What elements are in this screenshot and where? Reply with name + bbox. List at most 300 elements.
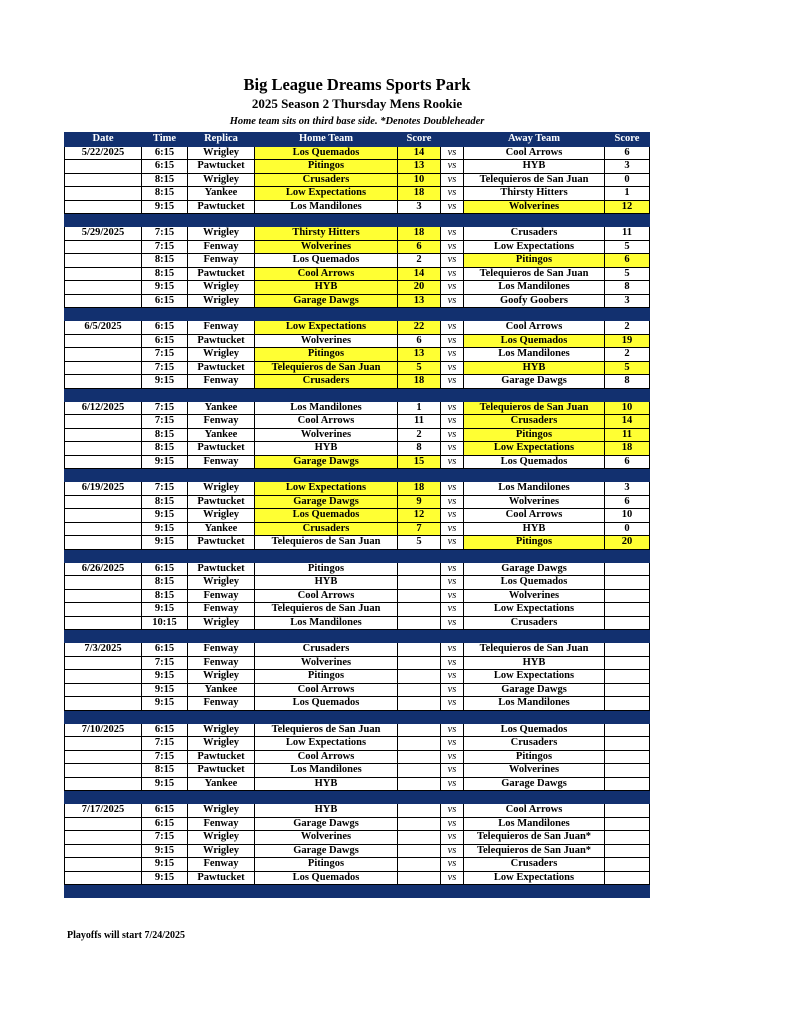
table-row xyxy=(65,817,650,831)
cell-replica: Pawtucket xyxy=(188,442,255,456)
cell-time: 9:15 xyxy=(142,844,188,858)
cell-vs: vs xyxy=(441,227,464,241)
cell-time: 8:15 xyxy=(142,576,188,590)
cell-date xyxy=(65,576,142,590)
cell-home-team: HYB xyxy=(255,576,398,590)
cell-away-score: 6 xyxy=(605,455,650,469)
cell-vs: vs xyxy=(441,683,464,697)
table-row xyxy=(65,187,650,201)
cell-replica: Wrigley xyxy=(188,723,255,737)
cell-vs: vs xyxy=(441,348,464,362)
cell-date: 6/26/2025 xyxy=(65,562,142,576)
cell-away-team: Low Expectations xyxy=(464,670,605,684)
cell-away-score: 5 xyxy=(605,240,650,254)
cell-away-team: Los Mandilones xyxy=(464,348,605,362)
cell-home-team: Thirsty Hitters xyxy=(255,227,398,241)
cell-away-score xyxy=(605,616,650,630)
cell-vs: vs xyxy=(441,375,464,389)
cell-away-team: Crusaders xyxy=(464,415,605,429)
cell-home-team: Los Mandilones xyxy=(255,401,398,415)
cell-home-score xyxy=(398,777,441,791)
cell-home-score xyxy=(398,697,441,711)
cell-away-score xyxy=(605,576,650,590)
cell-home-score: 18 xyxy=(398,482,441,496)
col-header-home-score: Score xyxy=(398,133,441,147)
cell-time: 9:15 xyxy=(142,858,188,872)
cell-vs: vs xyxy=(441,804,464,818)
cell-replica: Wrigley xyxy=(188,804,255,818)
cell-vs: vs xyxy=(441,576,464,590)
col-header-date: Date xyxy=(65,133,142,147)
table-row xyxy=(65,321,650,335)
col-header-away-team: Away Team xyxy=(464,133,605,147)
cell-away-team: Los Quemados xyxy=(464,334,605,348)
table-row xyxy=(65,576,650,590)
cell-vs: vs xyxy=(441,522,464,536)
week-separator xyxy=(65,214,650,227)
cell-home-team: Los Mandilones xyxy=(255,616,398,630)
cell-away-team: Thirsty Hitters xyxy=(464,187,605,201)
cell-vs: vs xyxy=(441,442,464,456)
cell-home-team: Crusaders xyxy=(255,173,398,187)
cell-home-team: HYB xyxy=(255,281,398,295)
cell-away-team: Low Expectations xyxy=(464,442,605,456)
cell-home-team: Los Quemados xyxy=(255,697,398,711)
cell-time: 10:15 xyxy=(142,616,188,630)
cell-replica: Fenway xyxy=(188,643,255,657)
cell-away-score xyxy=(605,858,650,872)
cell-away-score: 18 xyxy=(605,442,650,456)
week-separator xyxy=(65,549,650,562)
cell-away-score: 0 xyxy=(605,173,650,187)
cell-away-score: 1 xyxy=(605,187,650,201)
table-header-row xyxy=(65,133,650,147)
cell-away-team: HYB xyxy=(464,361,605,375)
cell-home-team: Wolverines xyxy=(255,428,398,442)
cell-home-score: 13 xyxy=(398,294,441,308)
table-row xyxy=(65,348,650,362)
cell-home-score: 12 xyxy=(398,509,441,523)
cell-date xyxy=(65,294,142,308)
cell-home-score xyxy=(398,656,441,670)
cell-time: 9:15 xyxy=(142,522,188,536)
col-header-away-score: Score xyxy=(605,133,650,147)
cell-time: 7:15 xyxy=(142,831,188,845)
cell-vs: vs xyxy=(441,281,464,295)
cell-away-score xyxy=(605,871,650,885)
cell-home-score: 18 xyxy=(398,375,441,389)
table-row xyxy=(65,428,650,442)
table-row xyxy=(65,442,650,456)
cell-away-score xyxy=(605,817,650,831)
cell-away-score xyxy=(605,777,650,791)
table-row xyxy=(65,267,650,281)
cell-time: 8:15 xyxy=(142,428,188,442)
cell-time: 9:15 xyxy=(142,536,188,550)
cell-replica: Wrigley xyxy=(188,482,255,496)
cell-replica: Wrigley xyxy=(188,670,255,684)
cell-date xyxy=(65,267,142,281)
cell-home-team: Pitingos xyxy=(255,562,398,576)
cell-away-score: 8 xyxy=(605,281,650,295)
cell-home-score xyxy=(398,817,441,831)
cell-away-score: 5 xyxy=(605,361,650,375)
cell-replica: Wrigley xyxy=(188,616,255,630)
table-row xyxy=(65,160,650,174)
cell-away-team: Wolverines xyxy=(464,764,605,778)
cell-home-team: Los Quemados xyxy=(255,254,398,268)
table-row xyxy=(65,804,650,818)
cell-vs: vs xyxy=(441,509,464,523)
cell-away-team: Pitingos xyxy=(464,536,605,550)
cell-replica: Wrigley xyxy=(188,737,255,751)
cell-home-team: Telequieros de San Juan xyxy=(255,723,398,737)
cell-home-team: Wolverines xyxy=(255,334,398,348)
cell-vs: vs xyxy=(441,844,464,858)
cell-away-score: 19 xyxy=(605,334,650,348)
cell-replica: Wrigley xyxy=(188,576,255,590)
cell-date xyxy=(65,817,142,831)
cell-away-team: Telequieros de San Juan* xyxy=(464,844,605,858)
cell-away-team: Cool Arrows xyxy=(464,146,605,160)
cell-home-score xyxy=(398,562,441,576)
cell-time: 7:15 xyxy=(142,656,188,670)
cell-vs: vs xyxy=(441,173,464,187)
cell-home-score: 22 xyxy=(398,321,441,335)
cell-replica: Yankee xyxy=(188,683,255,697)
cell-time: 6:15 xyxy=(142,294,188,308)
cell-date xyxy=(65,334,142,348)
cell-away-team: Garage Dawgs xyxy=(464,562,605,576)
cell-away-score: 6 xyxy=(605,146,650,160)
cell-replica: Fenway xyxy=(188,375,255,389)
cell-time: 9:15 xyxy=(142,509,188,523)
cell-date xyxy=(65,764,142,778)
cell-home-score: 1 xyxy=(398,401,441,415)
cell-date xyxy=(65,844,142,858)
cell-replica: Wrigley xyxy=(188,844,255,858)
cell-home-team: Los Mandilones xyxy=(255,200,398,214)
cell-home-team: Garage Dawgs xyxy=(255,844,398,858)
cell-time: 6:15 xyxy=(142,160,188,174)
page-subtitle: 2025 Season 2 Thursday Mens Rookie xyxy=(251,96,463,111)
cell-replica: Wrigley xyxy=(188,831,255,845)
table-row xyxy=(65,200,650,214)
col-header-time: Time xyxy=(142,133,188,147)
schedule-body xyxy=(65,146,650,898)
cell-time: 8:15 xyxy=(142,173,188,187)
table-row xyxy=(65,589,650,603)
cell-away-score xyxy=(605,683,650,697)
cell-away-team: Los Mandilones xyxy=(464,281,605,295)
cell-date xyxy=(65,670,142,684)
cell-away-team: Wolverines xyxy=(464,589,605,603)
cell-home-score xyxy=(398,576,441,590)
cell-away-team: Wolverines xyxy=(464,200,605,214)
cell-away-team: Crusaders xyxy=(464,227,605,241)
cell-away-score xyxy=(605,643,650,657)
cell-replica: Pawtucket xyxy=(188,200,255,214)
cell-away-team: Los Mandilones xyxy=(464,482,605,496)
cell-away-score: 10 xyxy=(605,509,650,523)
cell-date xyxy=(65,589,142,603)
cell-date xyxy=(65,656,142,670)
cell-replica: Wrigley xyxy=(188,173,255,187)
cell-date xyxy=(65,871,142,885)
cell-date xyxy=(65,495,142,509)
table-row xyxy=(65,831,650,845)
cell-time: 8:15 xyxy=(142,254,188,268)
cell-home-team: Cool Arrows xyxy=(255,589,398,603)
cell-away-score xyxy=(605,831,650,845)
cell-vs: vs xyxy=(441,723,464,737)
cell-vs: vs xyxy=(441,334,464,348)
table-row xyxy=(65,294,650,308)
separator-cell xyxy=(65,710,650,723)
col-header-replica: Replica xyxy=(188,133,255,147)
week-separator xyxy=(65,791,650,804)
cell-away-score: 8 xyxy=(605,375,650,389)
cell-home-team: Cool Arrows xyxy=(255,415,398,429)
table-row xyxy=(65,697,650,711)
cell-replica: Yankee xyxy=(188,187,255,201)
cell-replica: Fenway xyxy=(188,858,255,872)
cell-time: 6:15 xyxy=(142,321,188,335)
cell-home-team: Garage Dawgs xyxy=(255,455,398,469)
cell-away-score: 11 xyxy=(605,428,650,442)
cell-home-score: 13 xyxy=(398,348,441,362)
table-row xyxy=(65,723,650,737)
cell-vs: vs xyxy=(441,455,464,469)
cell-replica: Pawtucket xyxy=(188,536,255,550)
cell-home-team: Telequieros de San Juan xyxy=(255,361,398,375)
cell-away-team: Cool Arrows xyxy=(464,321,605,335)
cell-vs: vs xyxy=(441,737,464,751)
cell-home-team: Garage Dawgs xyxy=(255,495,398,509)
cell-time: 9:15 xyxy=(142,670,188,684)
page-title: Big League Dreams Sports Park xyxy=(243,75,471,94)
cell-away-team: Garage Dawgs xyxy=(464,375,605,389)
cell-time: 8:15 xyxy=(142,267,188,281)
cell-date xyxy=(65,200,142,214)
cell-date xyxy=(65,603,142,617)
cell-vs: vs xyxy=(441,428,464,442)
cell-date xyxy=(65,697,142,711)
cell-home-score: 18 xyxy=(398,187,441,201)
cell-vs: vs xyxy=(441,589,464,603)
cell-home-team: Los Quemados xyxy=(255,146,398,160)
cell-away-team: Cool Arrows xyxy=(464,804,605,818)
table-row xyxy=(65,670,650,684)
cell-away-score xyxy=(605,750,650,764)
cell-replica: Wrigley xyxy=(188,294,255,308)
schedule-note: Home team sits on third base side. *Denotes Doubleheader xyxy=(229,116,485,127)
cell-date xyxy=(65,455,142,469)
table-row xyxy=(65,455,650,469)
cell-away-team: Los Quemados xyxy=(464,723,605,737)
cell-home-team: Low Expectations xyxy=(255,321,398,335)
cell-time: 7:15 xyxy=(142,227,188,241)
cell-time: 8:15 xyxy=(142,187,188,201)
cell-home-team: Wolverines xyxy=(255,656,398,670)
cell-replica: Wrigley xyxy=(188,509,255,523)
cell-time: 7:15 xyxy=(142,361,188,375)
cell-away-score: 2 xyxy=(605,348,650,362)
cell-time: 9:15 xyxy=(142,200,188,214)
cell-away-score xyxy=(605,656,650,670)
cell-replica: Pawtucket xyxy=(188,267,255,281)
week-separator xyxy=(65,630,650,643)
cell-home-score xyxy=(398,643,441,657)
cell-home-team: Pitingos xyxy=(255,348,398,362)
cell-home-score: 7 xyxy=(398,522,441,536)
table-row xyxy=(65,334,650,348)
cell-away-score: 5 xyxy=(605,267,650,281)
cell-home-team: Cool Arrows xyxy=(255,683,398,697)
schedule-table xyxy=(64,132,650,898)
separator-cell xyxy=(65,630,650,643)
cell-away-score xyxy=(605,804,650,818)
cell-home-score: 14 xyxy=(398,146,441,160)
cell-away-team: Pitingos xyxy=(464,750,605,764)
cell-replica: Fenway xyxy=(188,321,255,335)
cell-replica: Fenway xyxy=(188,455,255,469)
cell-date xyxy=(65,616,142,630)
cell-away-team: Los Quemados xyxy=(464,455,605,469)
cell-away-score: 3 xyxy=(605,482,650,496)
separator-cell xyxy=(65,549,650,562)
cell-away-score: 2 xyxy=(605,321,650,335)
cell-time: 6:15 xyxy=(142,146,188,160)
cell-date xyxy=(65,254,142,268)
cell-away-team: Cool Arrows xyxy=(464,509,605,523)
cell-away-score: 10 xyxy=(605,401,650,415)
cell-home-score xyxy=(398,616,441,630)
cell-vs: vs xyxy=(441,361,464,375)
cell-time: 7:15 xyxy=(142,401,188,415)
cell-home-score xyxy=(398,871,441,885)
cell-date: 6/12/2025 xyxy=(65,401,142,415)
week-separator xyxy=(65,885,650,898)
cell-vs: vs xyxy=(441,200,464,214)
table-row xyxy=(65,858,650,872)
cell-away-score xyxy=(605,589,650,603)
cell-home-score xyxy=(398,750,441,764)
cell-home-score xyxy=(398,764,441,778)
cell-date: 5/22/2025 xyxy=(65,146,142,160)
cell-vs: vs xyxy=(441,254,464,268)
week-separator xyxy=(65,469,650,482)
cell-home-team: Los Mandilones xyxy=(255,764,398,778)
cell-home-team: Pitingos xyxy=(255,858,398,872)
cell-home-score xyxy=(398,589,441,603)
cell-date xyxy=(65,442,142,456)
cell-away-team: Goofy Goobers xyxy=(464,294,605,308)
cell-replica: Fenway xyxy=(188,589,255,603)
cell-away-team: Garage Dawgs xyxy=(464,683,605,697)
cell-vs: vs xyxy=(441,764,464,778)
table-row xyxy=(65,173,650,187)
cell-replica: Pawtucket xyxy=(188,160,255,174)
week-separator xyxy=(65,710,650,723)
cell-time: 6:15 xyxy=(142,643,188,657)
cell-replica: Fenway xyxy=(188,254,255,268)
cell-replica: Fenway xyxy=(188,415,255,429)
cell-vs: vs xyxy=(441,415,464,429)
cell-replica: Wrigley xyxy=(188,227,255,241)
cell-home-score: 13 xyxy=(398,160,441,174)
cell-away-score xyxy=(605,603,650,617)
separator-cell xyxy=(65,214,650,227)
cell-home-team: Los Quemados xyxy=(255,509,398,523)
table-row xyxy=(65,737,650,751)
cell-vs: vs xyxy=(441,603,464,617)
cell-home-score: 14 xyxy=(398,267,441,281)
table-row xyxy=(65,764,650,778)
cell-away-score xyxy=(605,670,650,684)
table-row xyxy=(65,254,650,268)
table-row xyxy=(65,482,650,496)
cell-date xyxy=(65,415,142,429)
cell-away-team: Crusaders xyxy=(464,858,605,872)
cell-vs: vs xyxy=(441,495,464,509)
cell-time: 9:15 xyxy=(142,375,188,389)
cell-home-team: Wolverines xyxy=(255,240,398,254)
table-row xyxy=(65,562,650,576)
cell-home-score xyxy=(398,670,441,684)
separator-cell xyxy=(65,308,650,321)
col-header-vs xyxy=(441,133,464,147)
cell-away-team: Telequieros de San Juan xyxy=(464,173,605,187)
cell-replica: Wrigley xyxy=(188,281,255,295)
cell-vs: vs xyxy=(441,777,464,791)
table-row xyxy=(65,536,650,550)
cell-away-score xyxy=(605,562,650,576)
cell-time: 7:15 xyxy=(142,415,188,429)
cell-date: 7/17/2025 xyxy=(65,804,142,818)
cell-away-team: Crusaders xyxy=(464,737,605,751)
cell-date xyxy=(65,858,142,872)
cell-vs: vs xyxy=(441,831,464,845)
cell-replica: Fenway xyxy=(188,240,255,254)
table-row xyxy=(65,415,650,429)
cell-away-team: HYB xyxy=(464,656,605,670)
week-separator xyxy=(65,388,650,401)
cell-replica: Pawtucket xyxy=(188,334,255,348)
table-row xyxy=(65,777,650,791)
cell-date: 6/5/2025 xyxy=(65,321,142,335)
table-row xyxy=(65,495,650,509)
cell-date: 5/29/2025 xyxy=(65,227,142,241)
cell-replica: Fenway xyxy=(188,656,255,670)
cell-replica: Wrigley xyxy=(188,146,255,160)
cell-home-score: 6 xyxy=(398,334,441,348)
col-header-home-team: Home Team xyxy=(255,133,398,147)
cell-replica: Pawtucket xyxy=(188,361,255,375)
cell-date: 7/10/2025 xyxy=(65,723,142,737)
cell-time: 9:15 xyxy=(142,281,188,295)
cell-time: 7:15 xyxy=(142,348,188,362)
cell-away-score: 14 xyxy=(605,415,650,429)
cell-vs: vs xyxy=(441,750,464,764)
cell-away-team: Los Mandilones xyxy=(464,817,605,831)
cell-home-score: 2 xyxy=(398,428,441,442)
cell-home-score: 9 xyxy=(398,495,441,509)
cell-away-score: 6 xyxy=(605,254,650,268)
cell-away-score xyxy=(605,697,650,711)
cell-home-score: 8 xyxy=(398,442,441,456)
table-row xyxy=(65,844,650,858)
